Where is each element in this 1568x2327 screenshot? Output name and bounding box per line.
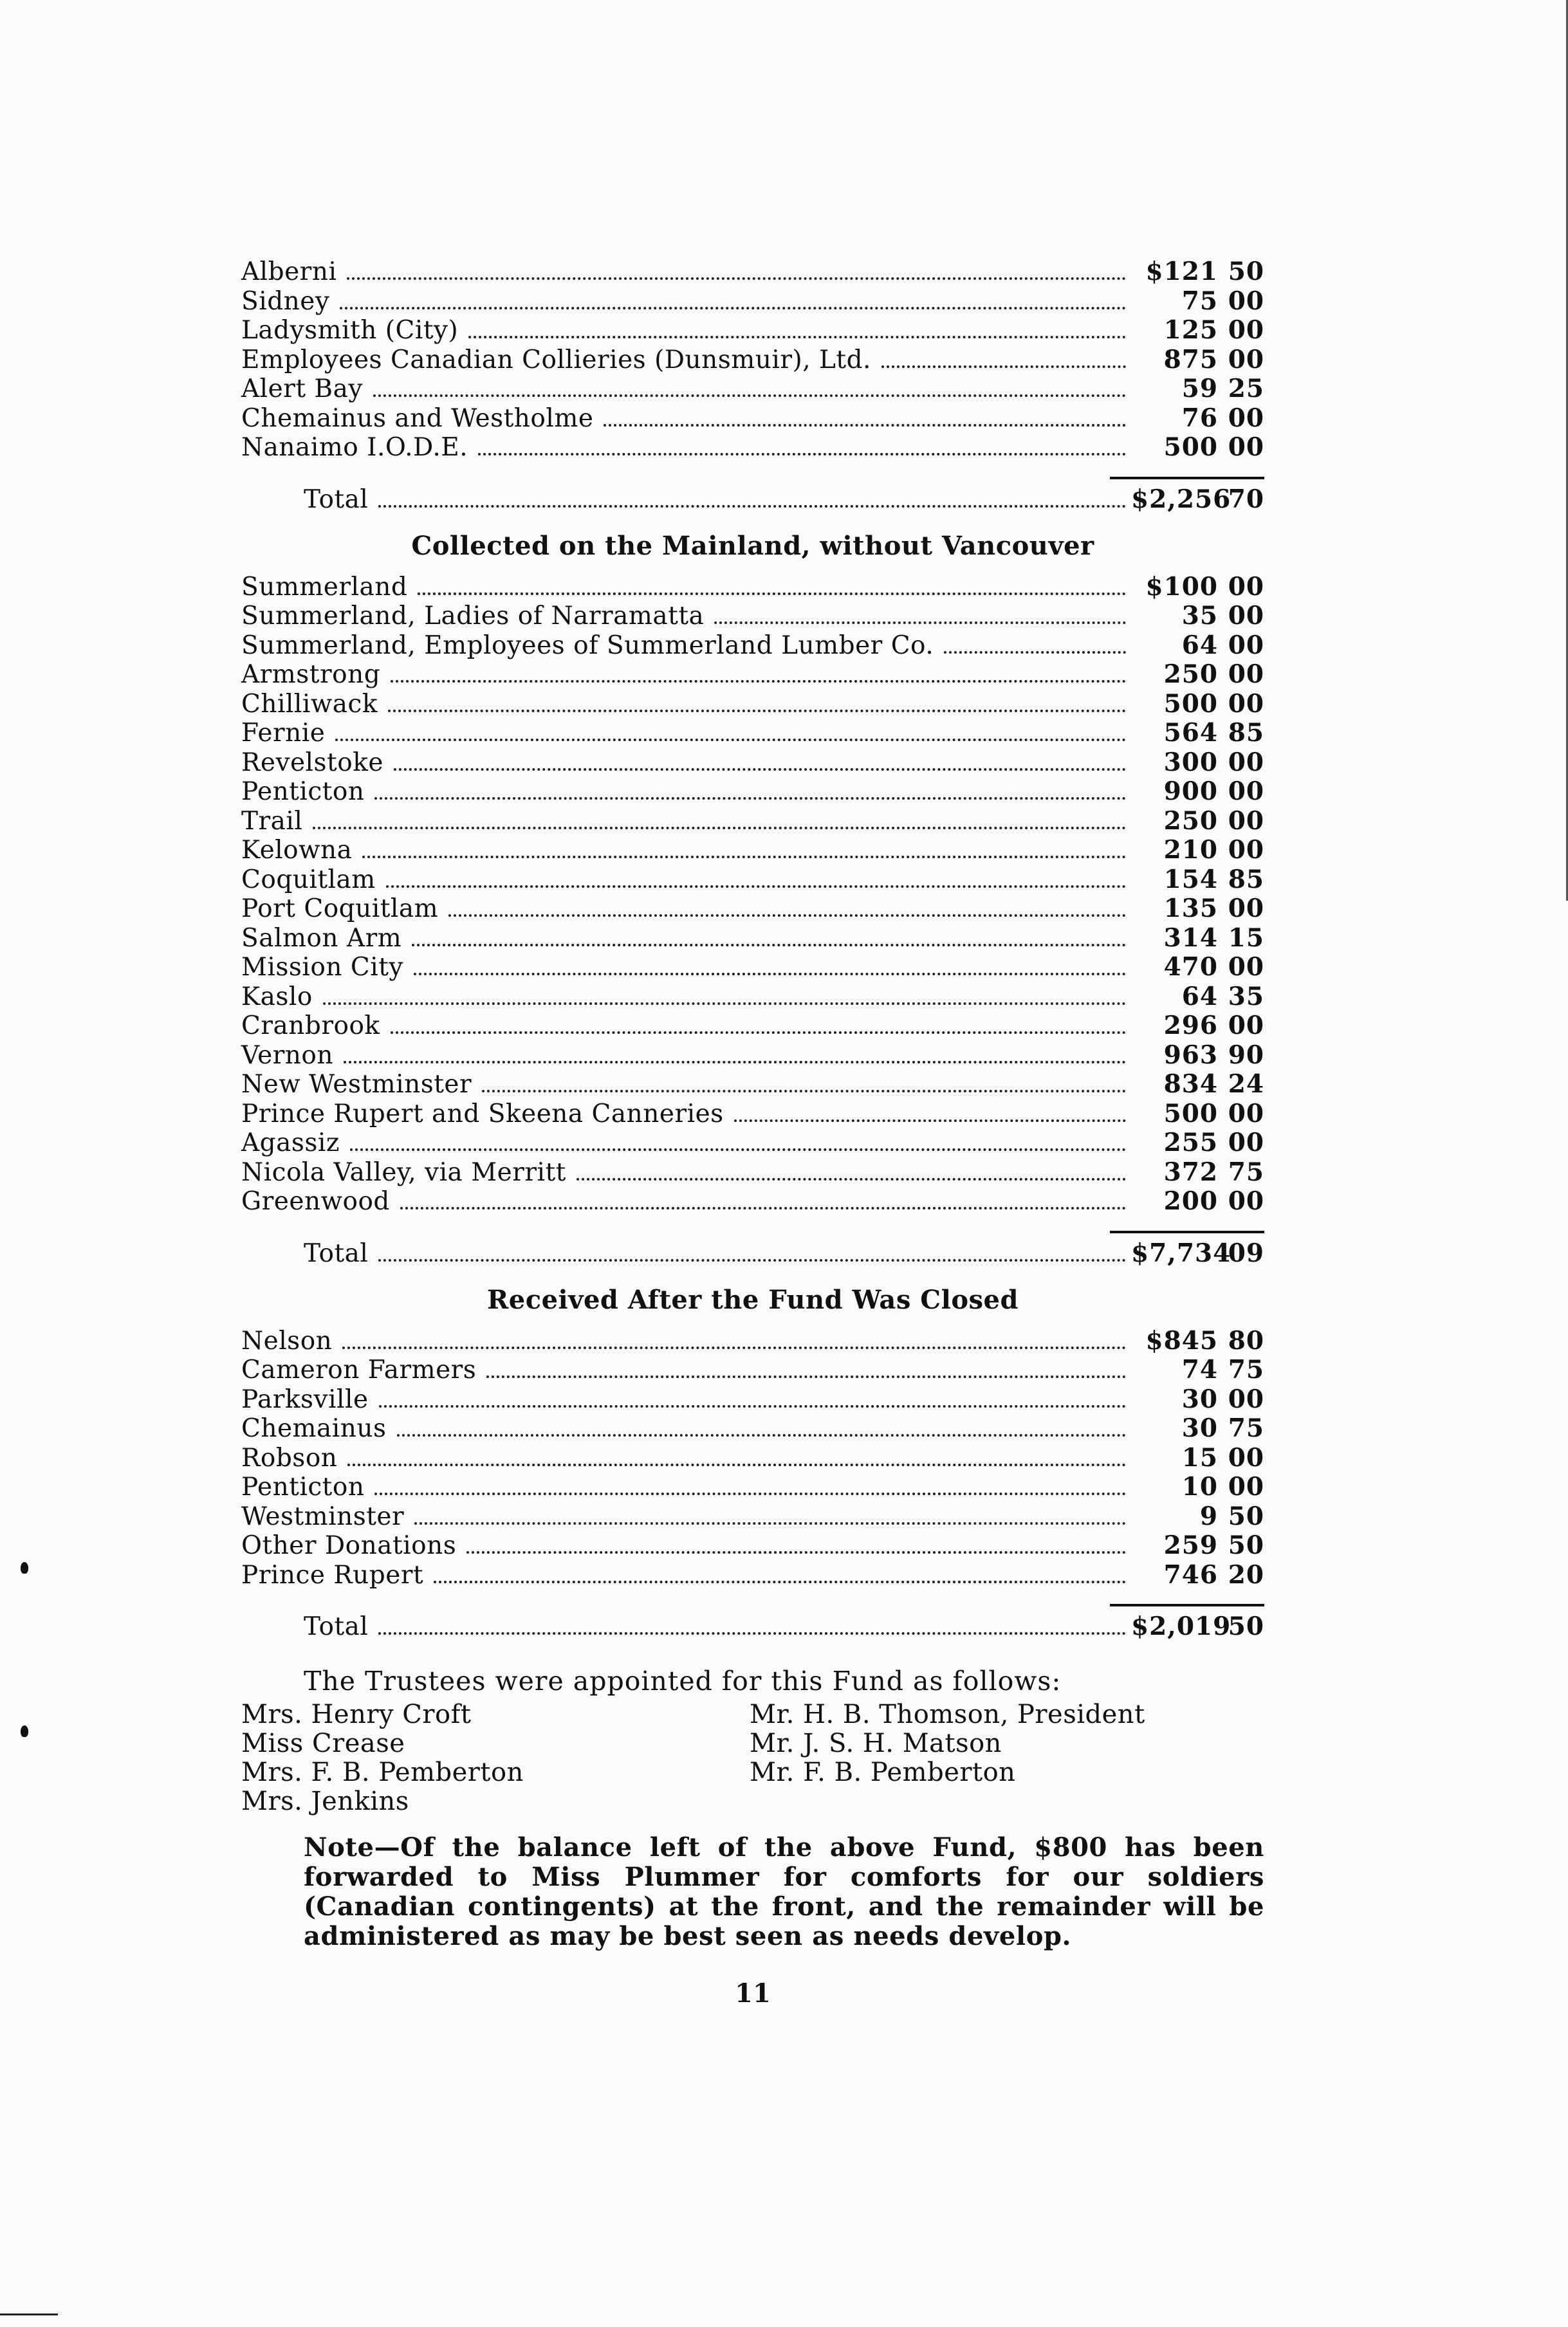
dot-leader xyxy=(394,768,1126,771)
contribution-amount: 30 00 xyxy=(1181,1384,1264,1414)
contribution-row xyxy=(241,573,1264,602)
contribution-amount: $100 00 xyxy=(1145,571,1264,602)
contribution-row xyxy=(241,807,1264,836)
trustees-left-column xyxy=(241,1700,750,1816)
mainland-total-row xyxy=(241,1236,1264,1271)
contribution-row xyxy=(241,1099,1264,1129)
dot-leader xyxy=(323,1002,1126,1005)
contribution-amount: 30 75 xyxy=(1181,1413,1264,1443)
contribution-amount: 259 50 xyxy=(1163,1531,1264,1560)
contribution-amount: $121 50 xyxy=(1145,257,1264,286)
contribution-row xyxy=(241,287,1264,317)
contribution-amount: 10 00 xyxy=(1181,1472,1264,1502)
page-edge-shadow xyxy=(1561,0,1568,901)
contribution-amount: 875 00 xyxy=(1163,344,1264,374)
contributor-name: Coquitlam xyxy=(241,865,376,894)
dot-leader xyxy=(362,856,1126,858)
contributor-name: Penticton xyxy=(241,1473,365,1502)
dot-leader xyxy=(400,1207,1126,1209)
contribution-row xyxy=(241,1502,1264,1532)
dot-leader xyxy=(391,680,1126,683)
contributor-name: Alert Bay xyxy=(241,374,363,403)
contribution-amount: 154 85 xyxy=(1163,864,1264,894)
dot-leader xyxy=(374,1493,1126,1495)
dot-leader xyxy=(378,505,1126,508)
dot-leader xyxy=(468,336,1126,338)
dot-leader xyxy=(482,1090,1126,1092)
contribution-row xyxy=(241,257,1264,287)
margin-mark xyxy=(21,1562,28,1574)
contribution-row xyxy=(241,748,1264,778)
after-closed-contributions-list xyxy=(241,1327,1264,1590)
after-closed-total-row xyxy=(241,1609,1264,1644)
contribution-row xyxy=(241,924,1264,953)
contribution-row xyxy=(241,1128,1264,1158)
dot-leader xyxy=(414,1522,1126,1525)
contributor-name: Armstrong xyxy=(241,660,381,689)
contributor-name: Chemainus xyxy=(241,1414,387,1443)
contribution-row xyxy=(241,836,1264,865)
contribution-amount: 76 00 xyxy=(1181,403,1264,433)
total-label: Total xyxy=(304,1238,369,1268)
dot-leader xyxy=(944,651,1126,654)
contribution-amount: 250 00 xyxy=(1163,659,1264,689)
dot-leader xyxy=(378,1259,1126,1262)
contribution-row xyxy=(241,690,1264,719)
note-paragraph xyxy=(241,1833,1264,1951)
contribution-amount: 64 00 xyxy=(1181,630,1264,660)
contributor-name: Greenwood xyxy=(241,1187,390,1216)
contribution-amount: 900 00 xyxy=(1163,777,1264,806)
contribution-amount: 250 00 xyxy=(1163,805,1264,836)
dot-leader xyxy=(714,621,1126,624)
dot-leader xyxy=(340,307,1126,309)
contribution-row xyxy=(241,1414,1264,1444)
contributor-name: Nelson xyxy=(241,1326,333,1356)
contribution-row xyxy=(241,777,1264,807)
dot-leader xyxy=(388,710,1126,712)
trustees-intro: The Trustees were appointed for this Fund as follows: xyxy=(304,1666,1062,1697)
note-lead: Note xyxy=(304,1832,374,1863)
contribution-amount: $845 80 xyxy=(1145,1325,1264,1356)
contribution-row xyxy=(241,953,1264,982)
contributor-name: Westminster xyxy=(241,1502,405,1531)
contribution-amount: 500 00 xyxy=(1163,1098,1264,1128)
contribution-amount: 300 00 xyxy=(1163,747,1264,777)
dot-leader xyxy=(576,1178,1126,1181)
contribution-row xyxy=(241,660,1264,690)
contribution-amount: 372 75 xyxy=(1163,1157,1264,1187)
contribution-row xyxy=(241,345,1264,375)
contribution-row xyxy=(241,374,1264,404)
contributor-name: Summerland, Employees of Summerland Lumber Co. xyxy=(241,630,934,660)
contribution-row xyxy=(241,1473,1264,1502)
contributor-name: Kelowna xyxy=(241,836,353,865)
dot-leader xyxy=(414,973,1126,975)
total-amount: $7,73409 xyxy=(1131,1238,1264,1268)
dot-leader xyxy=(881,365,1126,368)
contributor-name: Other Donations xyxy=(241,1531,457,1560)
total-rule xyxy=(1110,477,1264,479)
contribution-row xyxy=(241,602,1264,631)
contribution-amount: 75 00 xyxy=(1181,286,1264,316)
dot-leader xyxy=(342,1347,1126,1349)
contributor-name: Mission City xyxy=(241,953,403,982)
contributor-name: Salmon Arm xyxy=(241,923,402,953)
contributor-name: Summerland, Ladies of Narramatta xyxy=(241,602,705,630)
contribution-amount: 314 15 xyxy=(1163,923,1264,953)
dot-leader xyxy=(448,914,1126,917)
contributor-name: Port Coquitlam xyxy=(241,894,439,923)
contribution-amount: 255 00 xyxy=(1163,1128,1264,1157)
contributor-name: Vernon xyxy=(241,1040,334,1070)
dot-leader xyxy=(466,1551,1126,1554)
contribution-row xyxy=(241,1385,1264,1415)
contribution-amount: 200 00 xyxy=(1163,1186,1264,1216)
contribution-row xyxy=(241,1187,1264,1217)
contributor-name: Ladysmith (City) xyxy=(241,316,459,345)
contribution-row xyxy=(241,1041,1264,1071)
contribution-amount: 9 50 xyxy=(1199,1501,1264,1531)
contribution-row xyxy=(241,1158,1264,1188)
contributor-name: Summerland xyxy=(241,572,408,602)
contribution-row xyxy=(241,1011,1264,1041)
contribution-row xyxy=(241,1356,1264,1385)
total-amount: $2,01950 xyxy=(1131,1612,1264,1641)
bottom-rule xyxy=(0,2313,58,2315)
contribution-row xyxy=(241,404,1264,434)
contribution-row xyxy=(241,1444,1264,1473)
contribution-amount: 15 00 xyxy=(1181,1442,1264,1473)
trustee-name: Mr. H. B. Thomson, President xyxy=(750,1700,1145,1729)
contribution-amount: 59 25 xyxy=(1181,374,1264,403)
island-contributions-list xyxy=(241,257,1264,463)
contributor-name: Prince Rupert xyxy=(241,1560,424,1590)
trustee-name: Mr. J. S. H. Matson xyxy=(750,1729,1002,1758)
contribution-amount: 35 00 xyxy=(1181,601,1264,630)
dot-leader xyxy=(344,1061,1126,1063)
contributor-name: Trail xyxy=(241,806,303,836)
contributor-name: Nanaimo I.O.D.E. xyxy=(241,433,468,462)
contribution-amount: 834 24 xyxy=(1163,1069,1264,1099)
contributor-name: New Westminster xyxy=(241,1070,472,1099)
dot-leader xyxy=(379,1405,1126,1408)
dot-leader xyxy=(347,277,1126,280)
contributor-name: Prince Rupert and Skeena Canneries xyxy=(241,1099,724,1128)
contributor-name: Nicola Valley, via Merritt xyxy=(241,1157,566,1187)
contributor-name: Sidney xyxy=(241,286,330,316)
contribution-amount: 470 00 xyxy=(1163,952,1264,982)
dot-leader xyxy=(734,1119,1126,1122)
margin-mark xyxy=(21,1725,28,1737)
dot-leader xyxy=(604,424,1126,427)
contributor-name: Fernie xyxy=(241,719,326,748)
contributor-name: Parksville xyxy=(241,1384,369,1414)
contribution-amount: 963 90 xyxy=(1163,1040,1264,1070)
total-rule xyxy=(1110,1231,1264,1233)
contribution-row xyxy=(241,894,1264,924)
contribution-amount: 74 75 xyxy=(1181,1355,1264,1384)
dot-leader xyxy=(373,394,1126,397)
dot-leader xyxy=(350,1148,1126,1151)
contribution-row xyxy=(241,631,1264,661)
contributor-name: Chemainus and Westholme xyxy=(241,403,594,433)
contribution-amount: 746 20 xyxy=(1163,1559,1264,1590)
contributor-name: Kaslo xyxy=(241,982,313,1011)
dot-leader xyxy=(335,739,1126,741)
contributor-name: Agassiz xyxy=(241,1128,340,1157)
total-label: Total xyxy=(304,1612,369,1641)
contribution-row xyxy=(241,1561,1264,1590)
dot-leader xyxy=(347,1464,1126,1466)
contribution-amount: 210 00 xyxy=(1163,835,1264,865)
contribution-amount: 296 00 xyxy=(1163,1011,1264,1040)
contributor-name: Chilliwack xyxy=(241,689,378,719)
contribution-amount: 135 00 xyxy=(1163,894,1264,923)
contribution-amount: 564 85 xyxy=(1163,718,1264,748)
dot-leader xyxy=(313,827,1126,829)
after-closed-heading: Received After the Fund Was Closed xyxy=(487,1284,1019,1315)
contribution-amount: 500 00 xyxy=(1163,432,1264,462)
dot-leader xyxy=(486,1375,1126,1378)
contributor-name: Employees Canadian Collieries (Dunsmuir), Ltd. xyxy=(241,345,871,374)
trustees-list xyxy=(241,1700,1264,1816)
dot-leader xyxy=(391,1031,1126,1034)
trustee-name: Miss Crease xyxy=(241,1729,405,1758)
total-label: Total xyxy=(304,484,369,514)
dot-leader xyxy=(374,797,1126,800)
island-total-row xyxy=(241,482,1264,517)
contributor-name: Penticton xyxy=(241,777,365,806)
trustee-name: Mr. F. B. Pemberton xyxy=(750,1758,1016,1787)
contribution-row xyxy=(241,1327,1264,1356)
contribution-row xyxy=(241,982,1264,1012)
contribution-amount: 64 35 xyxy=(1181,981,1264,1011)
note-text: —Of the balance left of the above Fund, $800 has been forwarded to Miss Plummer for comforts for our soldiers (Canadian contingents) at the front, and the remainder will be administered as may be best seen as needs develop. xyxy=(304,1832,1264,1951)
trustee-name: Mrs. Henry Croft xyxy=(241,1700,472,1729)
total-rule xyxy=(1110,1604,1264,1606)
document-page xyxy=(241,257,1264,2009)
contributor-name: Alberni xyxy=(241,257,337,286)
contribution-row xyxy=(241,719,1264,748)
contribution-row xyxy=(241,865,1264,895)
dot-leader xyxy=(418,593,1126,595)
page-number: 11 xyxy=(735,1978,771,2009)
mainland-contributions-list xyxy=(241,573,1264,1217)
dot-leader xyxy=(378,1632,1126,1635)
contribution-amount: 125 00 xyxy=(1163,315,1264,345)
trustee-name: Mrs. F. B. Pemberton xyxy=(241,1758,524,1787)
total-amount: $2,25670 xyxy=(1131,484,1264,514)
dot-leader xyxy=(386,885,1126,888)
contribution-amount: 500 00 xyxy=(1163,688,1264,719)
contributor-name: Cameron Farmers xyxy=(241,1356,477,1384)
mainland-heading: Collected on the Mainland, without Vancouver xyxy=(411,530,1094,561)
dot-leader xyxy=(478,453,1126,455)
trustees-right-column xyxy=(750,1700,1264,1816)
contributor-name: Cranbrook xyxy=(241,1011,380,1040)
contribution-row xyxy=(241,1070,1264,1099)
contributor-name: Robson xyxy=(241,1443,338,1473)
trustee-name: Mrs. Jenkins xyxy=(241,1787,409,1816)
dot-leader xyxy=(412,944,1126,946)
dot-leader xyxy=(434,1581,1126,1583)
contributor-name: Revelstoke xyxy=(241,748,383,777)
contribution-row xyxy=(241,433,1264,463)
contribution-row xyxy=(241,1531,1264,1561)
contribution-row xyxy=(241,316,1264,345)
dot-leader xyxy=(397,1434,1127,1437)
